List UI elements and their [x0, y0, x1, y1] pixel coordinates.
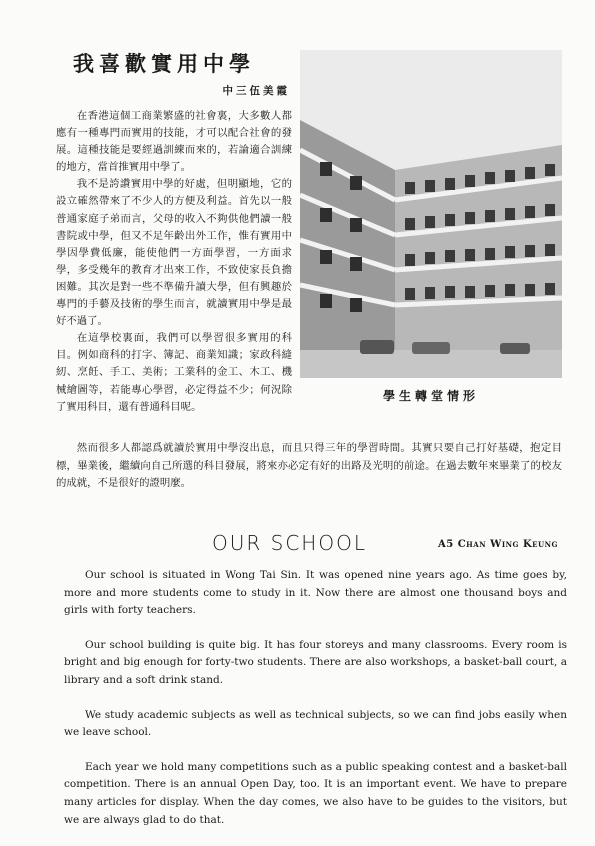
- english-paragraph: Each year we hold many competitions such as a public speaking contest and a basket-ball competition. There is an annual Open Day, too. It is an important event. We have to prepare many articles for display. When the day comes, we also have to be guides to the visitors, but we are always glad to do that.: [64, 760, 567, 826]
- chinese-paragraph: 然而很多人都認爲就讀於實用中學沒出息，而且只得三年的學習時間。其實只要自己打好基礎，抱定目標，畢業後，繼續向自己所選的科目發展，將來亦必定有好的出路及光明的前途。在過去數年來畢業了的校友的成就，不是很好的證明麼。: [56, 442, 562, 489]
- school-building-illustration: [300, 50, 562, 378]
- chinese-article-author: 中三伍美霞: [222, 85, 290, 97]
- chinese-article-title: 我喜歡實用中學: [73, 51, 255, 76]
- school-building-photo: [300, 50, 562, 378]
- english-article-body: [64, 567, 567, 846]
- chinese-paragraph: 在香港這個工商業繁盛的社會裏，大多數人都應有一種專門而實用的技能，才可以配合社會的發展。這種技能是要經過訓練而來的，若論適合訓練的地方，當首推實用中學了。: [56, 110, 292, 174]
- chinese-paragraph: 我不是誇讚實用中學的好處，但明顯地，它的設立確然帶來了不少人的方便及利益。首先以一般普通家庭子弟而言，父母的收入不夠供他們讀一般書院或中學，但又不足年齡出外工作，惟有實用中學因學費低廉，能使他們一方面學習，一方面求學，多受幾年的教育才出來工作，不致使家長負擔困難。其次是對一些不準備升讀大學，但有興趣於專門的手藝及技術的學生而言，就讀實用中學是最好不過了。: [56, 178, 292, 328]
- english-article-author: A5 Chan Wing Keung: [438, 539, 558, 550]
- english-article-title: OUR SCHOOL: [212, 531, 367, 555]
- english-paragraph: We study academic subjects as well as technical subjects, so we can find jobs easily when we leave school.: [64, 708, 567, 739]
- photo-caption: 學生轉堂情形: [382, 389, 479, 403]
- english-paragraph: Our school building is quite big. It has four storeys and many classrooms. Every room is bright and big enough for forty-two students. There are also workshops, a basket-ball court, a library and a soft drink stand.: [64, 638, 567, 686]
- chinese-article-closing: [56, 440, 562, 493]
- chinese-paragraph: 在這學校裏面，我們可以學習很多實用的科目。例如商科的打字、簿記、商業知識；家政科縫紉、烹飪、手工、美術；工業科的金工、木工、機械繪圖等，若能專心學習，必定得益不少；何況除了實用科目，還有普通科目呢。: [56, 332, 292, 413]
- chinese-article-body: [56, 108, 292, 416]
- english-paragraph: Our school is situated in Wong Tai Sin. It was opened nine years ago. As time goes by, more and more students come to study in it. Now there are almost one thousand boys and girls with forty teachers.: [64, 569, 567, 617]
